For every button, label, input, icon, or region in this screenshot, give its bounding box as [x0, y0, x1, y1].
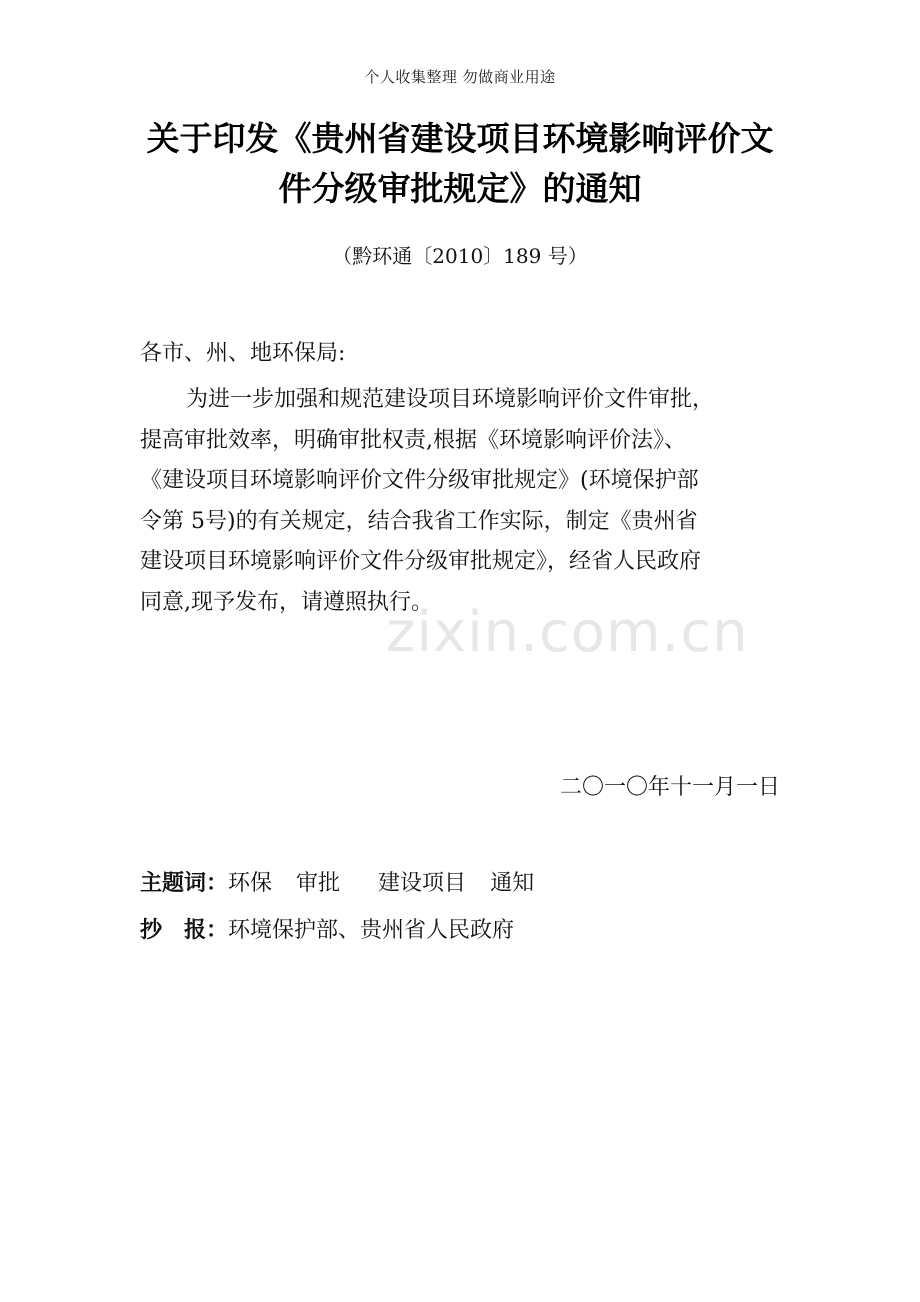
watermark: zixin.com.cn: [386, 600, 749, 665]
body-line: 《建设项目环境影响评价文件分级审批规定》(环境保护部: [140, 468, 699, 493]
body-line: 令第 5号)的有关规定，结合我省工作实际，制定《贵州省: [140, 508, 698, 534]
keyword-item: 建设项目: [378, 871, 467, 896]
title-line-2: 件分级审批规定》的通知: [278, 169, 642, 208]
document-number: （黔环通〔2010〕189 号）: [332, 244, 588, 268]
cc-value: 环境保护部、贵州省人民政府: [228, 918, 515, 943]
header-note: 个人收集整理 勿做商业用途: [364, 68, 556, 86]
body-line: 同意,现予发布，请遵照执行。: [140, 589, 433, 615]
page-title: [130, 114, 790, 214]
keyword-item: 审批: [296, 871, 341, 896]
body-line: 为进一步加强和规范建设项目环境影响评价文件审批，: [186, 387, 715, 412]
cc-line: [140, 913, 514, 944]
issue-date: 二〇一〇年十一月一日: [559, 775, 780, 800]
body-line: 建设项目环境影响评价文件分级审批规定》，经省人民政府: [140, 549, 702, 574]
body-line: 提高审批效率，明确审批权责,根据《环境影响评价法》、: [140, 427, 686, 453]
title-line-1: 关于印发《贵州省建设项目环境影响评价文: [146, 119, 774, 158]
body-paragraph: [140, 380, 790, 623]
addressee: 各市、州、地环保局:: [140, 341, 346, 366]
keyword-item: 通知: [490, 871, 535, 896]
cc-label: 抄 报：: [140, 918, 229, 943]
keywords-line: [140, 866, 558, 897]
keyword-item: 环保: [228, 871, 273, 896]
keywords-label: 主题词：: [140, 871, 229, 896]
